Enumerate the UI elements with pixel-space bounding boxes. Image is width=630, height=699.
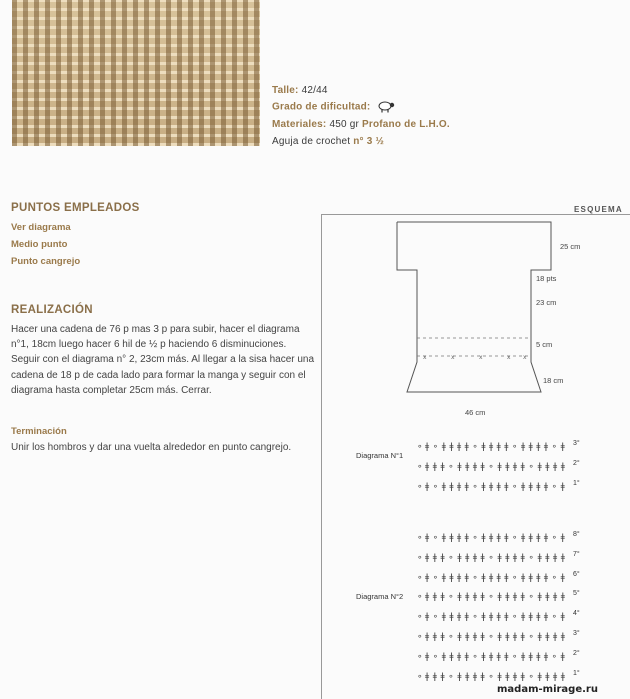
spec-talle: Talle: 42/44	[272, 85, 328, 96]
row-number: 2°	[573, 460, 580, 467]
stitch-symbol: ǂ	[521, 612, 526, 623]
stitch-symbol: ǂ	[425, 572, 430, 583]
stitch-symbol: ∘	[432, 482, 439, 492]
stitch-symbol: ǂ	[560, 552, 565, 563]
stitch-symbol: ǂ	[512, 592, 518, 603]
stitch-symbol: ∘	[551, 533, 558, 543]
stitch-symbol: ǂ	[496, 442, 501, 452]
stitch-row	[417, 570, 565, 583]
stitch-symbol: ǂ	[512, 462, 518, 472]
chain-symbol: ∘	[417, 572, 423, 583]
realizacion-heading: REALIZACIÓN	[11, 304, 93, 316]
stitch-symbol: ∘	[448, 592, 454, 603]
stitch-symbol: ǂ	[505, 671, 510, 682]
stitch-symbol: ǂ	[440, 552, 445, 563]
stitch-symbol: ǂ	[521, 651, 526, 662]
stitch-symbol: ǂ	[464, 612, 469, 623]
stitch-symbol: ǂ	[505, 632, 510, 642]
stitch-symbol: ǂ	[520, 552, 525, 563]
stitch-symbol: ǂ	[496, 651, 501, 662]
stitch-symbol: ǂ	[432, 632, 437, 642]
stitch-symbol: ∘	[472, 533, 478, 543]
stitch-symbol: ǂ	[520, 671, 525, 682]
row-number: 3°	[573, 440, 580, 447]
stitch-symbol: ǂ	[536, 482, 541, 492]
measure-5cm: 5 cm	[536, 340, 553, 349]
stitch-symbol: ǂ	[440, 592, 445, 603]
stitch-symbol: ǂ	[496, 482, 501, 492]
stitch-symbol: ǂ	[528, 533, 533, 543]
row-number: 3°	[573, 630, 580, 637]
terminacion-text: Unir los hombros y dar una vuelta alrededor en punto cangrejo.	[11, 442, 292, 453]
stitch-symbol: ∘	[528, 462, 534, 472]
stitch-symbol: ∘	[448, 632, 454, 642]
spec-dificultad: Grado de dificultad:	[272, 101, 395, 113]
chain-symbol: ∘	[417, 592, 423, 603]
row-number: 1°	[573, 669, 580, 677]
stitch-symbol: ∘	[488, 671, 494, 682]
stitch-symbol: ǂ	[536, 612, 541, 623]
stitch-symbol: ǂ	[432, 592, 437, 603]
stitch-symbol: ǂ	[537, 592, 542, 603]
svg-text:x: x	[507, 354, 511, 361]
spec-materiales: Materiales: 450 gr Profano de L.H.O.	[272, 119, 450, 130]
stitch-symbol: ǂ	[441, 651, 446, 662]
stitch-symbol: ∘	[528, 592, 534, 603]
stitch-symbol: ∘	[528, 632, 534, 642]
stitch-symbol: ∘	[551, 572, 558, 583]
stitch-symbol: ǂ	[489, 572, 494, 583]
stitch-symbol: ǂ	[472, 462, 477, 472]
stitch-row	[417, 479, 565, 492]
stitch-symbol: ǂ	[481, 612, 486, 623]
stitch-symbol: ǂ	[496, 533, 501, 543]
stitch-symbol: ǂ	[465, 462, 470, 472]
stitch-symbol: ǂ	[425, 462, 430, 472]
stitch-symbol: ∘	[511, 442, 518, 452]
stitch-row	[417, 459, 565, 472]
stitch-symbol: ǂ	[520, 462, 525, 472]
chain-symbol: ∘	[417, 442, 423, 452]
stitch-symbol: ǂ	[480, 671, 485, 682]
stitch-symbol: ǂ	[536, 533, 541, 543]
stitch-symbol: ǂ	[543, 651, 549, 662]
stitch-symbol: ǂ	[480, 592, 485, 603]
stitch-row	[417, 530, 565, 543]
stitch-symbol: ǂ	[464, 651, 469, 662]
stitch-symbol: ∘	[488, 462, 494, 472]
stitch-symbol: ǂ	[560, 612, 565, 623]
row-number: 6°	[573, 570, 580, 578]
stitch-symbol: ∘	[488, 552, 494, 563]
chain-symbol: ∘	[417, 482, 423, 492]
stitch-symbol: ǂ	[465, 592, 470, 603]
stitch-symbol: ∘	[488, 592, 494, 603]
stitch-symbol: ǂ	[449, 612, 454, 623]
stitch-symbol: ǂ	[457, 651, 462, 662]
stitch-symbol: ǂ	[425, 632, 430, 642]
stitch-symbol: ǂ	[545, 671, 550, 682]
stitch-row	[417, 669, 565, 682]
stitch-symbol: ǂ	[543, 612, 549, 623]
stitch-symbol: ǂ	[520, 632, 525, 642]
stitch-symbol: ǂ	[528, 612, 533, 623]
stitch-row	[417, 609, 565, 623]
stitch-symbol: ǂ	[432, 552, 437, 563]
stitch-symbol: ǂ	[472, 671, 477, 682]
stitch-symbol: ǂ	[560, 462, 565, 472]
chain-symbol: ∘	[417, 651, 423, 662]
stitch-symbol: ∘	[432, 651, 439, 662]
stitch-symbol: ǂ	[489, 651, 494, 662]
stitch-symbol: ∘	[511, 651, 518, 662]
svg-text:x: x	[451, 354, 455, 361]
stitch-symbol: ǂ	[536, 651, 541, 662]
stitch-symbol: ǂ	[481, 482, 486, 492]
stitch-symbol: ǂ	[536, 572, 541, 583]
stitch-symbol: ǂ	[537, 671, 542, 682]
chain-symbol: ∘	[417, 533, 423, 543]
svg-text:x: x	[479, 354, 483, 361]
stitch-symbol: ǂ	[537, 552, 542, 563]
stitch-symbol: ∘	[472, 482, 478, 492]
terminacion-heading: Terminación	[11, 426, 67, 437]
stitch-symbol: ǂ	[449, 651, 454, 662]
stitch-symbol: ǂ	[472, 592, 477, 603]
stitch-symbol: ǂ	[512, 632, 518, 642]
stitch-symbol: ǂ	[528, 651, 533, 662]
stitch-symbol: ǂ	[560, 671, 565, 682]
stitch-symbol: ǂ	[560, 632, 565, 642]
stitch-symbol: ǂ	[504, 651, 509, 662]
stitch-row	[417, 649, 565, 662]
stitch-symbol: ǂ	[505, 552, 510, 563]
stitch-symbol: ǂ	[449, 572, 454, 583]
row-number: 7°	[573, 550, 580, 558]
stitch-symbol: ǂ	[457, 671, 462, 682]
stitch-symbol: ǂ	[472, 552, 477, 563]
row-number: 1°	[573, 480, 580, 487]
stitch-symbol: ǂ	[489, 442, 494, 452]
stitch-symbol: ǂ	[537, 462, 542, 472]
stitch-symbol: ǂ	[504, 482, 509, 492]
stitch-symbol: ǂ	[553, 671, 558, 682]
stitch-symbol: ǂ	[543, 533, 549, 543]
stitch-symbol: ǂ	[505, 592, 510, 603]
stitch-symbol: ǂ	[521, 572, 526, 583]
stitch-symbol: ǂ	[480, 552, 485, 563]
stitch-symbol: ǂ	[425, 552, 430, 563]
stitch-symbol: ǂ	[504, 442, 509, 452]
stitch-symbol: ǂ	[481, 651, 486, 662]
stitch-symbol: ǂ	[504, 572, 509, 583]
stitch-symbol: ǂ	[425, 612, 430, 623]
stitch-symbol: ǂ	[425, 442, 430, 452]
stitch-symbol: ǂ	[545, 552, 550, 563]
stitch-symbol: ǂ	[441, 442, 446, 452]
svg-text:x: x	[423, 354, 427, 361]
stitch-symbol: ǂ	[425, 533, 430, 543]
stitch-symbol: ∘	[511, 612, 518, 623]
stitch-symbol: ǂ	[489, 612, 494, 623]
stitch-symbol: ǂ	[465, 671, 470, 682]
realizacion-text: Hacer una cadena de 76 p mas 3 p para subir, hacer el diagrama n°1, 18cm luego hacer 6 hil de ½ p haciendo 6 disminuciones. Seguir con el diagrama n° 2, 23cm más. Al llegar a la sisa hacer una cadena de 18 p de cada lado para formar la manga y seguir con el diagrama hasta completar 25cm más. Cerrar.	[11, 324, 315, 396]
stitch-symbol: ǂ	[512, 552, 518, 563]
watermark: madam-mirage.ru	[497, 684, 598, 695]
chain-symbol: ∘	[417, 632, 423, 642]
stitch-symbol: ǂ	[543, 572, 549, 583]
stitch-row	[417, 550, 565, 563]
stitch-symbol: ǂ	[457, 482, 462, 492]
stitch-symbol: ǂ	[457, 632, 462, 642]
stitch-symbol: ǂ	[464, 482, 469, 492]
stitch-row	[417, 629, 565, 642]
stitch-symbol: ∘	[551, 651, 558, 662]
garment-schematic	[395, 220, 555, 410]
stitch-symbol: ǂ	[489, 533, 494, 543]
stitch-symbol: ǂ	[521, 442, 526, 452]
stitch-symbol: ∘	[511, 533, 518, 543]
stitch-symbol: ǂ	[560, 482, 565, 492]
row-number: 2°	[573, 649, 580, 657]
stitch-symbol: ǂ	[449, 442, 454, 452]
stitch-symbol: ǂ	[457, 552, 462, 563]
stitch-symbol: ǂ	[497, 462, 502, 472]
stitch-symbol: ǂ	[432, 671, 437, 682]
stitch-symbol: ǂ	[505, 462, 510, 472]
stitch-symbol: ǂ	[497, 552, 502, 563]
stitch-symbol: ǂ	[553, 462, 558, 472]
measure-18cm: 18 cm	[543, 376, 564, 385]
stitch-symbol: ǂ	[553, 592, 558, 603]
stitch-symbol: ǂ	[543, 482, 549, 492]
diagrama-2-label: Diagrama N°2	[356, 592, 404, 601]
stitch-symbol: ǂ	[457, 592, 462, 603]
stitch-symbol: ∘	[528, 671, 534, 682]
row-number: 5°	[573, 590, 580, 598]
stitch-symbol: ǂ	[432, 462, 437, 472]
stitch-symbol: ǂ	[528, 482, 533, 492]
stitch-symbol: ǂ	[496, 572, 501, 583]
stitch-symbol: ǂ	[520, 592, 525, 603]
stitch-symbol: ǂ	[464, 533, 469, 543]
row-number: 8°	[573, 531, 580, 538]
stitch-symbol: ǂ	[449, 533, 454, 543]
stitch-symbol: ∘	[551, 442, 558, 452]
stitch-symbol: ǂ	[441, 482, 446, 492]
measure-23cm: 23 cm	[536, 298, 557, 307]
stitch-symbol: ǂ	[440, 632, 445, 642]
stitch-symbol: ǂ	[481, 533, 486, 543]
stitch-symbol: ǂ	[465, 632, 470, 642]
stitch-symbol: ǂ	[441, 533, 446, 543]
diagrama-1-label: Diagrama N°1	[356, 451, 404, 460]
stitch-symbol: ǂ	[472, 632, 477, 642]
stitch-symbol: ∘	[551, 612, 558, 623]
stitch-symbol: ∘	[551, 482, 558, 492]
stitch-symbol: ǂ	[457, 572, 462, 583]
stitch-symbol: ǂ	[553, 552, 558, 563]
stitch-symbol: ǂ	[553, 632, 558, 642]
stitch-symbol: ǂ	[481, 442, 486, 452]
stitch-symbol: ǂ	[545, 462, 550, 472]
row-number: 4°	[573, 610, 580, 618]
stitch-row	[417, 439, 565, 452]
stitch-symbol: ǂ	[440, 671, 445, 682]
stitch-symbol: ǂ	[441, 612, 446, 623]
stitch-symbol: ∘	[488, 632, 494, 642]
stitch-symbol: ∘	[432, 533, 439, 543]
stitch-symbol: ∘	[472, 442, 478, 452]
stitch-symbol: ǂ	[481, 572, 486, 583]
stitch-symbol: ǂ	[497, 632, 502, 642]
stitch-symbol: ǂ	[496, 612, 501, 623]
measure-18pts: 18 pts	[536, 274, 557, 283]
chain-symbol: ∘	[417, 612, 423, 623]
stitch-symbol: ǂ	[528, 572, 533, 583]
svg-text:x: x	[523, 354, 527, 361]
stitch-symbol: ǂ	[497, 592, 502, 603]
stitch-symbol: ǂ	[537, 632, 542, 642]
stitch-symbol: ǂ	[560, 592, 565, 603]
stitch-symbol: ǂ	[545, 592, 550, 603]
stitch-symbol: ǂ	[489, 482, 494, 492]
chain-symbol: ∘	[417, 462, 423, 472]
esquema-frame-left	[321, 214, 322, 699]
esquema-title: ESQUEMA	[574, 205, 623, 214]
stitch-symbol: ∘	[448, 671, 454, 682]
stitch-symbol: ǂ	[543, 442, 549, 452]
stitch-symbol: ǂ	[497, 671, 502, 682]
stitch-symbol: ǂ	[464, 442, 469, 452]
stitch-symbol: ǂ	[457, 442, 462, 452]
stitch-symbol: ǂ	[536, 442, 541, 452]
stitch-symbol: ǂ	[504, 533, 509, 543]
stitch-symbol: ǂ	[449, 482, 454, 492]
stitch-symbol: ǂ	[464, 572, 469, 583]
measure-46cm: 46 cm	[465, 408, 486, 417]
stitch-symbol: ǂ	[480, 462, 485, 472]
sheep-icon	[377, 101, 395, 113]
stitch-symbol: ǂ	[504, 612, 509, 623]
stitch-row	[417, 589, 565, 603]
stitch-symbol: ǂ	[521, 533, 526, 543]
stitch-symbol: ∘	[448, 552, 454, 563]
stitch-symbol: ∘	[432, 572, 439, 583]
stitch-symbol: ∘	[511, 482, 518, 492]
stitch-symbol: ∘	[448, 462, 454, 472]
stitch-symbol: ǂ	[457, 462, 462, 472]
chain-symbol: ∘	[417, 552, 423, 563]
stitch-symbol: ǂ	[521, 482, 526, 492]
stitch-symbol: ∘	[432, 442, 439, 452]
punto-item: Ver diagrama	[11, 222, 71, 233]
stitch-symbol: ǂ	[425, 592, 430, 603]
stitch-symbol: ǂ	[560, 651, 565, 662]
stitch-symbol: ∘	[472, 572, 478, 583]
measure-25cm: 25 cm	[560, 242, 581, 251]
esquema-frame-top	[321, 214, 630, 215]
stitch-symbol: ǂ	[560, 533, 565, 543]
stitch-symbol: ∘	[472, 651, 478, 662]
stitch-symbol: ǂ	[480, 632, 485, 642]
stitch-symbol: ǂ	[560, 442, 565, 452]
stitch-symbol: ǂ	[441, 572, 446, 583]
stitch-symbol: ǂ	[465, 552, 470, 563]
stitch-symbol: ǂ	[440, 462, 445, 472]
punto-item: Punto cangrejo	[11, 256, 81, 267]
stitch-symbol: ∘	[528, 552, 534, 563]
chain-symbol: ∘	[417, 671, 423, 682]
puntos-heading: PUNTOS EMPLEADOS	[11, 202, 140, 214]
stitch-symbol: ǂ	[425, 671, 430, 682]
stitch-symbol: ǂ	[457, 533, 462, 543]
stitch-symbol: ǂ	[425, 482, 430, 492]
stitch-symbol: ǂ	[545, 632, 550, 642]
stitch-symbol: ǂ	[512, 671, 518, 682]
crochet-swatch-photo	[12, 0, 260, 146]
stitch-symbol: ∘	[511, 572, 518, 583]
punto-item: Medio punto	[11, 239, 68, 250]
stitch-symbol: ǂ	[457, 612, 462, 623]
stitch-symbol: ∘	[432, 612, 439, 623]
spec-aguja: Aguja de crochet n° 3 ½	[272, 136, 384, 147]
stitch-symbol: ǂ	[528, 442, 533, 452]
stitch-symbol: ǂ	[425, 651, 430, 662]
stitch-symbol: ǂ	[560, 572, 565, 583]
stitch-symbol: ∘	[472, 612, 478, 623]
